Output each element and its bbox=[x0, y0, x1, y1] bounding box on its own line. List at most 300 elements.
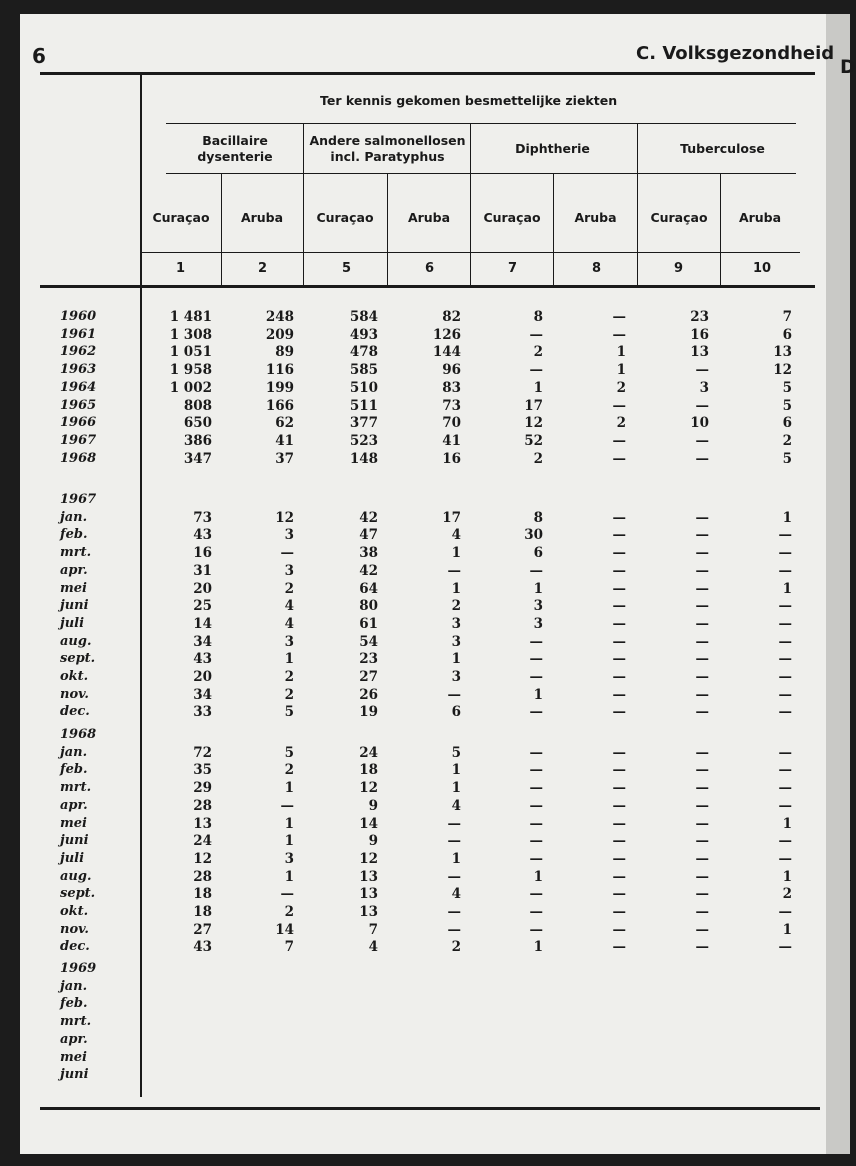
row-label: apr. bbox=[60, 562, 88, 578]
table-cell: — bbox=[529, 886, 543, 903]
table-cell: — bbox=[529, 326, 543, 343]
row-label: okt. bbox=[60, 904, 89, 919]
table-cell: 20 bbox=[193, 669, 212, 685]
table-cell: 16 bbox=[193, 545, 212, 562]
table-cell: — bbox=[529, 562, 543, 579]
table-cell: 43 bbox=[193, 939, 212, 956]
table-cell: — bbox=[695, 669, 709, 685]
table-cell: 1 bbox=[284, 780, 294, 797]
table-cell: — bbox=[695, 815, 709, 832]
table-cell: — bbox=[612, 780, 626, 797]
table-cell: 3 bbox=[284, 850, 294, 867]
table-cell: 3 bbox=[699, 379, 709, 396]
table-cell: 27 bbox=[359, 669, 378, 685]
table-cell: 80 bbox=[359, 598, 378, 615]
table-cell: — bbox=[447, 815, 461, 832]
table-cell: 116 bbox=[265, 362, 294, 379]
table-cell: — bbox=[529, 921, 543, 938]
row-label: 1967 bbox=[60, 432, 97, 448]
col-divider-5 bbox=[553, 173, 554, 285]
table-cell: — bbox=[612, 686, 626, 703]
table-cell: 1 bbox=[782, 509, 792, 526]
table-cell: — bbox=[612, 432, 626, 449]
table-cell: 510 bbox=[349, 379, 378, 396]
table-cell: 12 bbox=[193, 850, 212, 867]
row-label: 1967 bbox=[60, 492, 97, 507]
table-cell: — bbox=[529, 815, 543, 832]
table-cell: — bbox=[778, 562, 792, 579]
row-label: 1963 bbox=[60, 362, 97, 378]
table-cell: 1 958 bbox=[169, 362, 212, 379]
table-cell: — bbox=[778, 669, 792, 685]
table-cell: 14 bbox=[359, 815, 378, 832]
subheader-rule bbox=[166, 123, 796, 124]
table-cell: — bbox=[695, 904, 709, 920]
table-cell: — bbox=[695, 633, 709, 650]
table-cell: — bbox=[778, 615, 792, 632]
table-cell: 12 bbox=[359, 780, 378, 797]
table-cell: 13 bbox=[690, 344, 709, 361]
col-divider-7 bbox=[720, 173, 721, 285]
group-header-salmonellosen-line-1: Andere salmonellosen bbox=[309, 133, 466, 148]
table-cell: 2 bbox=[616, 379, 626, 396]
column-label-10: Aruba bbox=[738, 210, 782, 225]
table-cell: 2 bbox=[533, 450, 543, 467]
table-cell: 199 bbox=[265, 379, 294, 396]
table-cell: — bbox=[778, 797, 792, 814]
table-cell: — bbox=[695, 651, 709, 668]
table-cell: 43 bbox=[193, 527, 212, 544]
table-cell: 1 bbox=[451, 651, 461, 668]
table-cell: — bbox=[695, 797, 709, 814]
table-cell: 5 bbox=[284, 744, 294, 761]
table-cell: — bbox=[695, 780, 709, 797]
table-cell: 34 bbox=[193, 686, 212, 703]
row-label: 1964 bbox=[60, 379, 97, 395]
table-cell: — bbox=[612, 669, 626, 685]
table-cell: 2 bbox=[284, 580, 294, 597]
table-cell: — bbox=[612, 904, 626, 920]
table-cell: — bbox=[778, 904, 792, 920]
table-cell: 478 bbox=[349, 344, 378, 361]
row-label: okt. bbox=[60, 669, 89, 684]
table-cell: 1 bbox=[451, 850, 461, 867]
column-number-5: 5 bbox=[342, 261, 352, 276]
table-cell: 61 bbox=[359, 615, 378, 632]
table-cell: — bbox=[695, 580, 709, 597]
table-cell: 73 bbox=[193, 509, 212, 526]
table-cell: — bbox=[695, 362, 709, 379]
table-cell: 4 bbox=[284, 615, 294, 632]
table-cell: — bbox=[695, 744, 709, 761]
row-label: juli bbox=[60, 615, 85, 631]
table-cell: — bbox=[695, 921, 709, 938]
group-header-salmonellosen-line-2: incl. Paratyphus bbox=[330, 149, 445, 164]
row-label: sept. bbox=[60, 886, 96, 902]
table-cell: 41 bbox=[275, 432, 294, 449]
table-cell: 70 bbox=[442, 415, 461, 432]
table-cell: 3 bbox=[451, 669, 461, 685]
table-cell: — bbox=[612, 598, 626, 615]
table-cell: 9 bbox=[368, 833, 378, 850]
row-label: apr. bbox=[60, 797, 88, 813]
table-cell: — bbox=[695, 527, 709, 544]
table-cell: 4 bbox=[368, 939, 378, 956]
row-label: apr. bbox=[60, 1031, 88, 1047]
table-cell: 1 bbox=[284, 815, 294, 832]
table-cell: 16 bbox=[690, 326, 709, 343]
table-cell: 2 bbox=[533, 344, 543, 361]
table-cell: 42 bbox=[359, 509, 378, 526]
table-cell: 43 bbox=[193, 651, 212, 668]
table-cell: 7 bbox=[782, 309, 792, 325]
column-label-5: Curaçao bbox=[316, 210, 374, 225]
table-cell: 12 bbox=[275, 509, 294, 526]
table-cell: 23 bbox=[359, 651, 378, 668]
table-cell: — bbox=[778, 598, 792, 615]
column-number-7: 7 bbox=[508, 261, 518, 276]
table-cell: — bbox=[612, 921, 626, 938]
group-header-dysenterie-line-2: dysenterie bbox=[197, 149, 273, 164]
table-cell: — bbox=[447, 562, 461, 579]
table-cell: 13 bbox=[193, 815, 212, 832]
table-cell: — bbox=[695, 939, 709, 956]
table-cell: 650 bbox=[183, 415, 212, 432]
table-cell: — bbox=[529, 744, 543, 761]
table-cell: — bbox=[695, 868, 709, 885]
table-cell: — bbox=[695, 450, 709, 467]
table-cell: 1 051 bbox=[169, 344, 212, 361]
table-cell: — bbox=[695, 762, 709, 779]
table-cell: — bbox=[695, 397, 709, 414]
table-cell: — bbox=[612, 744, 626, 761]
table-cell: 584 bbox=[349, 309, 378, 325]
table-cell: 377 bbox=[349, 415, 378, 432]
table-cell: — bbox=[695, 432, 709, 449]
table-cell: — bbox=[447, 833, 461, 850]
table-cell: 6 bbox=[782, 415, 792, 432]
column-number-1: 1 bbox=[176, 261, 186, 276]
table-cell: — bbox=[612, 939, 626, 956]
row-label: juni bbox=[60, 598, 89, 614]
table-cell: 27 bbox=[193, 921, 212, 938]
top-rule bbox=[40, 72, 815, 75]
header-bottom-rule bbox=[40, 285, 815, 288]
row-label: feb. bbox=[60, 996, 88, 1012]
table-cell: 2 bbox=[782, 432, 792, 449]
table-cell: 24 bbox=[359, 744, 378, 761]
table-cell: 38 bbox=[359, 545, 378, 562]
table-cell: 23 bbox=[690, 309, 709, 325]
table-cell: — bbox=[778, 651, 792, 668]
table-cell: 89 bbox=[275, 344, 294, 361]
row-label: 1968 bbox=[60, 727, 97, 742]
table-cell: 25 bbox=[193, 598, 212, 615]
table-cell: 2 bbox=[284, 669, 294, 685]
table-cell: 1 bbox=[451, 545, 461, 562]
table-cell: — bbox=[529, 669, 543, 685]
table-cell: — bbox=[529, 780, 543, 797]
table-cell: 18 bbox=[193, 886, 212, 903]
table-cell: — bbox=[529, 651, 543, 668]
table-cell: 1 bbox=[616, 362, 626, 379]
table-cell: 5 bbox=[782, 397, 792, 414]
table-cell: — bbox=[447, 686, 461, 703]
table-cell: 41 bbox=[442, 432, 461, 449]
table-cell: 1 bbox=[782, 580, 792, 597]
table-cell: — bbox=[612, 762, 626, 779]
table-cell: — bbox=[695, 509, 709, 526]
table-cell: 1 bbox=[533, 868, 543, 885]
table-cell: — bbox=[695, 886, 709, 903]
table-cell: 72 bbox=[193, 744, 212, 761]
group-header-tuberculose: Tuberculose bbox=[680, 141, 765, 156]
table-cell: 29 bbox=[193, 780, 212, 797]
table-cell: 30 bbox=[524, 527, 543, 544]
table-cell: 17 bbox=[442, 509, 461, 526]
row-label: mei bbox=[60, 815, 87, 831]
table-cell: — bbox=[529, 762, 543, 779]
table-cell: — bbox=[612, 580, 626, 597]
table-cell: — bbox=[612, 509, 626, 526]
column-label-6: Aruba bbox=[407, 210, 451, 225]
table-cell: 1 bbox=[451, 780, 461, 797]
row-label: juli bbox=[60, 850, 85, 866]
table-cell: — bbox=[612, 886, 626, 903]
table-cell: — bbox=[447, 904, 461, 920]
table-cell: 12 bbox=[359, 850, 378, 867]
column-number-10: 10 bbox=[753, 261, 772, 276]
table-cell: 4 bbox=[451, 797, 461, 814]
table-cell: 3 bbox=[284, 562, 294, 579]
group-rule bbox=[166, 173, 796, 174]
table-cell: — bbox=[695, 615, 709, 632]
table-cell: 1 bbox=[284, 651, 294, 668]
table-cell: 7 bbox=[284, 939, 294, 956]
row-label: mrt. bbox=[60, 780, 92, 796]
table-cell: 16 bbox=[442, 450, 461, 467]
table-cell: 4 bbox=[451, 886, 461, 903]
row-label: juni bbox=[60, 833, 89, 849]
row-label: 1962 bbox=[60, 344, 97, 360]
table-cell: 248 bbox=[265, 309, 294, 325]
column-number-6: 6 bbox=[425, 261, 435, 276]
table-cell: 54 bbox=[359, 633, 378, 650]
table-cell: 1 bbox=[782, 815, 792, 832]
table-cell: 20 bbox=[193, 580, 212, 597]
table-cell: 47 bbox=[359, 527, 378, 544]
table-cell: 585 bbox=[349, 362, 378, 379]
row-label: 1966 bbox=[60, 415, 97, 431]
next-page-letter: D bbox=[840, 56, 856, 78]
table-cell: 28 bbox=[193, 797, 212, 814]
table-cell: — bbox=[612, 527, 626, 544]
table-cell: — bbox=[447, 868, 461, 885]
table-cell: 19 bbox=[359, 704, 378, 721]
table-cell: — bbox=[612, 850, 626, 867]
table-cell: 33 bbox=[193, 704, 212, 721]
table-title: Ter kennis gekomen besmettelijke ziekten bbox=[320, 93, 618, 108]
table-cell: — bbox=[529, 904, 543, 920]
table-cell: — bbox=[778, 833, 792, 850]
group-divider-3 bbox=[637, 123, 638, 285]
table-cell: — bbox=[612, 868, 626, 885]
table-cell: 64 bbox=[359, 580, 378, 597]
table-cell: — bbox=[280, 545, 294, 562]
table-cell: 6 bbox=[533, 545, 543, 562]
row-label: sept. bbox=[60, 651, 96, 667]
table-cell: 2 bbox=[451, 939, 461, 956]
table-cell: 42 bbox=[359, 562, 378, 579]
table-cell: — bbox=[778, 762, 792, 779]
table-cell: 1 bbox=[284, 833, 294, 850]
table-cell: — bbox=[529, 797, 543, 814]
table-cell: 2 bbox=[616, 415, 626, 432]
table-cell: 2 bbox=[451, 598, 461, 615]
table-cell: 3 bbox=[284, 527, 294, 544]
column-label-1: Curaçao bbox=[152, 210, 210, 225]
table-cell: 13 bbox=[359, 868, 378, 885]
row-label: jan. bbox=[60, 509, 88, 525]
table-cell: 144 bbox=[432, 344, 461, 361]
row-label: feb. bbox=[60, 762, 88, 778]
table-cell: — bbox=[280, 886, 294, 903]
row-label: nov. bbox=[60, 686, 89, 702]
table-cell: — bbox=[447, 921, 461, 938]
page-number: 6 bbox=[32, 44, 46, 68]
table-cell: 5 bbox=[782, 450, 792, 467]
table-cell: — bbox=[612, 815, 626, 832]
table-cell: — bbox=[529, 362, 543, 379]
row-label: jan. bbox=[60, 978, 88, 994]
table-cell: — bbox=[612, 633, 626, 650]
table-cell: 18 bbox=[359, 762, 378, 779]
table-cell: — bbox=[778, 527, 792, 544]
table-cell: 34 bbox=[193, 633, 212, 650]
row-label: dec. bbox=[60, 704, 90, 720]
table-cell: 17 bbox=[524, 397, 543, 414]
table-cell: 28 bbox=[193, 868, 212, 885]
row-label: feb. bbox=[60, 527, 88, 543]
table-cell: 386 bbox=[183, 432, 212, 449]
table-cell: 3 bbox=[451, 633, 461, 650]
table-cell: 13 bbox=[359, 904, 378, 920]
table-cell: — bbox=[778, 704, 792, 721]
table-cell: 62 bbox=[275, 415, 294, 432]
table-cell: 7 bbox=[368, 921, 378, 938]
table-cell: 1 bbox=[284, 868, 294, 885]
table-cell: — bbox=[612, 833, 626, 850]
table-cell: — bbox=[695, 545, 709, 562]
table-cell: 24 bbox=[193, 833, 212, 850]
table-cell: — bbox=[695, 598, 709, 615]
bottom-rule bbox=[40, 1107, 820, 1110]
table-cell: 13 bbox=[359, 886, 378, 903]
table-cell: 12 bbox=[524, 415, 543, 432]
table-cell: — bbox=[612, 397, 626, 414]
table-cell: 493 bbox=[349, 326, 378, 343]
table-cell: 1 bbox=[782, 921, 792, 938]
table-cell: 209 bbox=[265, 326, 294, 343]
table-cell: 523 bbox=[349, 432, 378, 449]
row-label: mrt. bbox=[60, 1014, 92, 1030]
table-cell: 3 bbox=[284, 633, 294, 650]
table-cell: 6 bbox=[782, 326, 792, 343]
row-label: dec. bbox=[60, 939, 90, 955]
table-cell: — bbox=[612, 797, 626, 814]
table-cell: — bbox=[695, 850, 709, 867]
col-divider-1 bbox=[221, 173, 222, 285]
table-cell: 1 bbox=[782, 868, 792, 885]
table-cell: 1 bbox=[616, 344, 626, 361]
table-cell: — bbox=[612, 309, 626, 325]
table-cell: — bbox=[529, 850, 543, 867]
table-cell: — bbox=[529, 833, 543, 850]
col-divider-3 bbox=[387, 173, 388, 285]
table-cell: 14 bbox=[193, 615, 212, 632]
table-cell: 3 bbox=[533, 615, 543, 632]
table-cell: 1 481 bbox=[169, 309, 212, 325]
column-number-2: 2 bbox=[258, 261, 268, 276]
table-cell: — bbox=[778, 686, 792, 703]
table-cell: — bbox=[778, 939, 792, 956]
table-cell: — bbox=[612, 651, 626, 668]
table-cell: 3 bbox=[533, 598, 543, 615]
table-cell: 31 bbox=[193, 562, 212, 579]
table-cell: 148 bbox=[349, 450, 378, 467]
row-label: mrt. bbox=[60, 545, 92, 561]
table-cell: 1 bbox=[533, 379, 543, 396]
table-cell: 2 bbox=[284, 686, 294, 703]
row-label: 1968 bbox=[60, 450, 97, 466]
table-cell: 82 bbox=[442, 309, 461, 325]
table-cell: 6 bbox=[451, 704, 461, 721]
table-cell: 26 bbox=[359, 686, 378, 703]
table-cell: 1 bbox=[451, 580, 461, 597]
table-cell: — bbox=[612, 704, 626, 721]
table-cell: 12 bbox=[773, 362, 792, 379]
table-cell: — bbox=[695, 704, 709, 721]
column-number-8: 8 bbox=[592, 261, 602, 276]
row-label: mei bbox=[60, 580, 87, 596]
table-cell: — bbox=[612, 326, 626, 343]
row-label: 1960 bbox=[60, 309, 97, 324]
table-cell: — bbox=[778, 633, 792, 650]
column-number-9: 9 bbox=[674, 261, 684, 276]
table-cell: 5 bbox=[284, 704, 294, 721]
table-cell: 8 bbox=[533, 309, 543, 325]
row-label: aug. bbox=[60, 868, 92, 884]
table-cell: 52 bbox=[524, 432, 543, 449]
table-cell: — bbox=[612, 450, 626, 467]
table-cell: 10 bbox=[690, 415, 709, 432]
table-cell: 8 bbox=[533, 509, 543, 526]
table-cell: 9 bbox=[368, 797, 378, 814]
table-cell: 1 bbox=[533, 686, 543, 703]
table-cell: — bbox=[280, 797, 294, 814]
table-cell: — bbox=[529, 704, 543, 721]
table-cell: — bbox=[778, 850, 792, 867]
row-label: jan. bbox=[60, 744, 88, 760]
table-cell: 83 bbox=[442, 379, 461, 396]
table-cell: — bbox=[695, 833, 709, 850]
stub-divider bbox=[140, 75, 142, 1097]
table-cell: — bbox=[612, 545, 626, 562]
row-label: nov. bbox=[60, 921, 89, 937]
table-cell: 2 bbox=[782, 886, 792, 903]
section-title: C. Volksgezondheid bbox=[636, 43, 835, 64]
table-cell: — bbox=[695, 686, 709, 703]
